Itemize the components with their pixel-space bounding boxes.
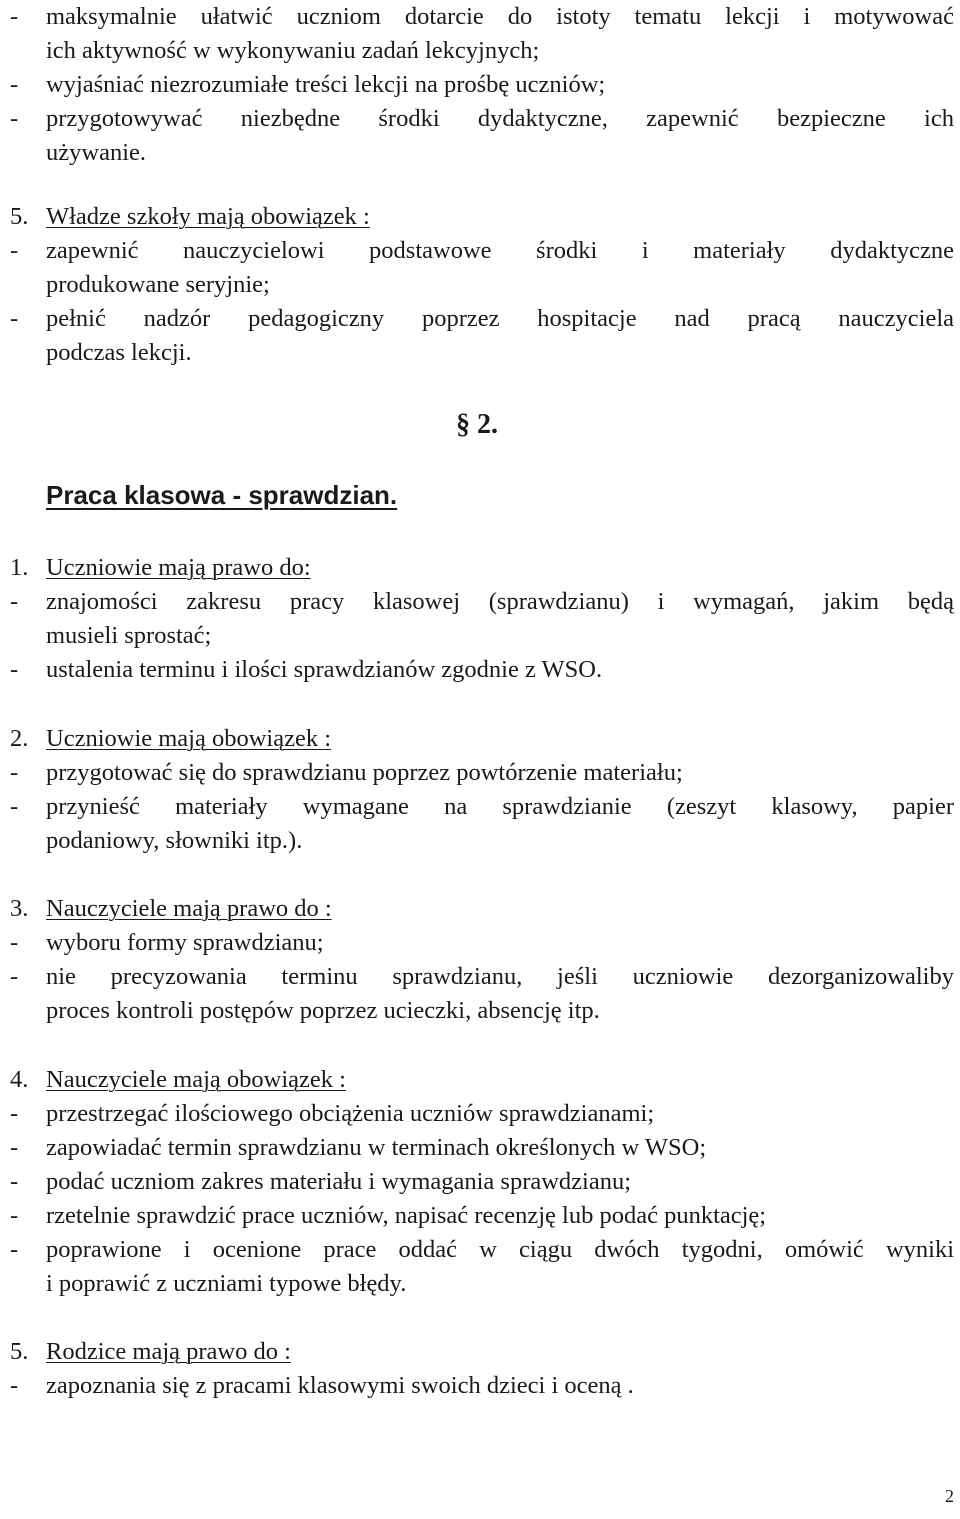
list-item-text: zapowiadać termin sprawdzianu w terminach określonych w WSO; — [46, 1134, 707, 1161]
list-dash: - — [10, 1134, 19, 1161]
list-item-text: znajomości zakresu pracy klasowej (sprawdzianu) i wymagań, jakim będą — [46, 588, 954, 615]
list-dash: - — [10, 656, 19, 683]
list-dash: - — [10, 237, 19, 264]
item-number: 5. — [10, 203, 29, 230]
item-heading: Uczniowie mają prawo do: — [46, 554, 311, 581]
list-item-text: przestrzegać ilościowego obciążenia uczniów sprawdzianami; — [46, 1100, 655, 1127]
list-dash: - — [10, 588, 19, 615]
item-heading: Rodzice mają prawo do : — [46, 1338, 291, 1365]
list-item-text: wyjaśniać niezrozumiałe treści lekcji na prośbę uczniów; — [46, 71, 606, 98]
list-item-text: maksymalnie ułatwić uczniom dotarcie do istoty tematu lekcji i motywować — [46, 3, 954, 30]
item-heading: Uczniowie mają obowiązek : — [46, 725, 332, 752]
list-dash: - — [10, 1168, 19, 1195]
list-item-text: poprawione i ocenione prace oddać w ciągu dwóch tygodni, omówić wyniki — [46, 1236, 954, 1263]
list-item-text: i poprawić z uczniami typowe błędy. — [46, 1270, 407, 1297]
list-item-text: proces kontroli postępów poprzez ucieczki, absencję itp. — [46, 997, 600, 1024]
list-item-text: podaniowy, słowniki itp.). — [46, 827, 303, 854]
list-item-text: nie precyzowania terminu sprawdzianu, jeśli uczniowie dezorganizowaliby — [46, 963, 954, 990]
item-heading: Nauczyciele mają obowiązek : — [46, 1066, 346, 1093]
list-dash: - — [10, 759, 19, 786]
list-item-text: zapoznania się z pracami klasowymi swoich dzieci i oceną . — [46, 1372, 634, 1399]
list-dash: - — [10, 1372, 19, 1399]
list-dash: - — [10, 1236, 19, 1263]
list-dash: - — [10, 793, 19, 820]
item-number: 2. — [10, 725, 29, 752]
list-dash: - — [10, 1202, 19, 1229]
item-number: 5. — [10, 1338, 29, 1365]
item-heading: Nauczyciele mają prawo do : — [46, 895, 332, 922]
list-dash: - — [10, 305, 19, 332]
list-item-text: ustalenia terminu i ilości sprawdzianów zgodnie z WSO. — [46, 656, 603, 683]
list-item-text: pełnić nadzór pedagogiczny poprzez hospitacje nad pracą nauczyciela — [46, 305, 954, 332]
section-title: Praca klasowa - sprawdzian. — [46, 480, 398, 510]
list-item-text: podać uczniom zakres materiału i wymagania sprawdzianu; — [46, 1168, 632, 1195]
list-item-text: podczas lekcji. — [46, 339, 192, 366]
list-dash: - — [10, 3, 19, 30]
list-item-text: przygotować się do sprawdzianu poprzez powtórzenie materiału; — [46, 759, 683, 786]
list-item-text: produkowane seryjnie; — [46, 271, 270, 298]
item-number: 3. — [10, 895, 29, 922]
list-dash: - — [10, 929, 19, 956]
list-item-text: rzetelnie sprawdzić prace uczniów, napisać recenzję lub podać punktację; — [46, 1202, 767, 1229]
list-item-text: musieli sprostać; — [46, 622, 212, 649]
list-dash: - — [10, 71, 19, 98]
list-dash: - — [10, 1100, 19, 1127]
list-item-text: zapewnić nauczycielowi podstawowe środki i materiały dydaktyczne — [46, 237, 954, 264]
list-item-text: przynieść materiały wymagane na sprawdzianie (zeszyt klasowy, papier — [46, 793, 954, 820]
list-item-text: przygotowywać niezbędne środki dydaktyczne, zapewnić bezpieczne ich — [46, 105, 954, 132]
list-item-text: ich aktywność w wykonywaniu zadań lekcyjnych; — [46, 37, 540, 64]
paragraph-mark: § 2. — [456, 409, 498, 440]
list-item-text: używanie. — [46, 139, 146, 166]
list-dash: - — [10, 963, 19, 990]
list-dash: - — [10, 105, 19, 132]
list-item-text: wyboru formy sprawdzianu; — [46, 929, 324, 956]
item-heading: Władze szkoły mają obowiązek : — [46, 203, 370, 230]
item-number: 4. — [10, 1066, 29, 1093]
page-number: 2 — [945, 1486, 954, 1506]
item-number: 1. — [10, 554, 29, 581]
